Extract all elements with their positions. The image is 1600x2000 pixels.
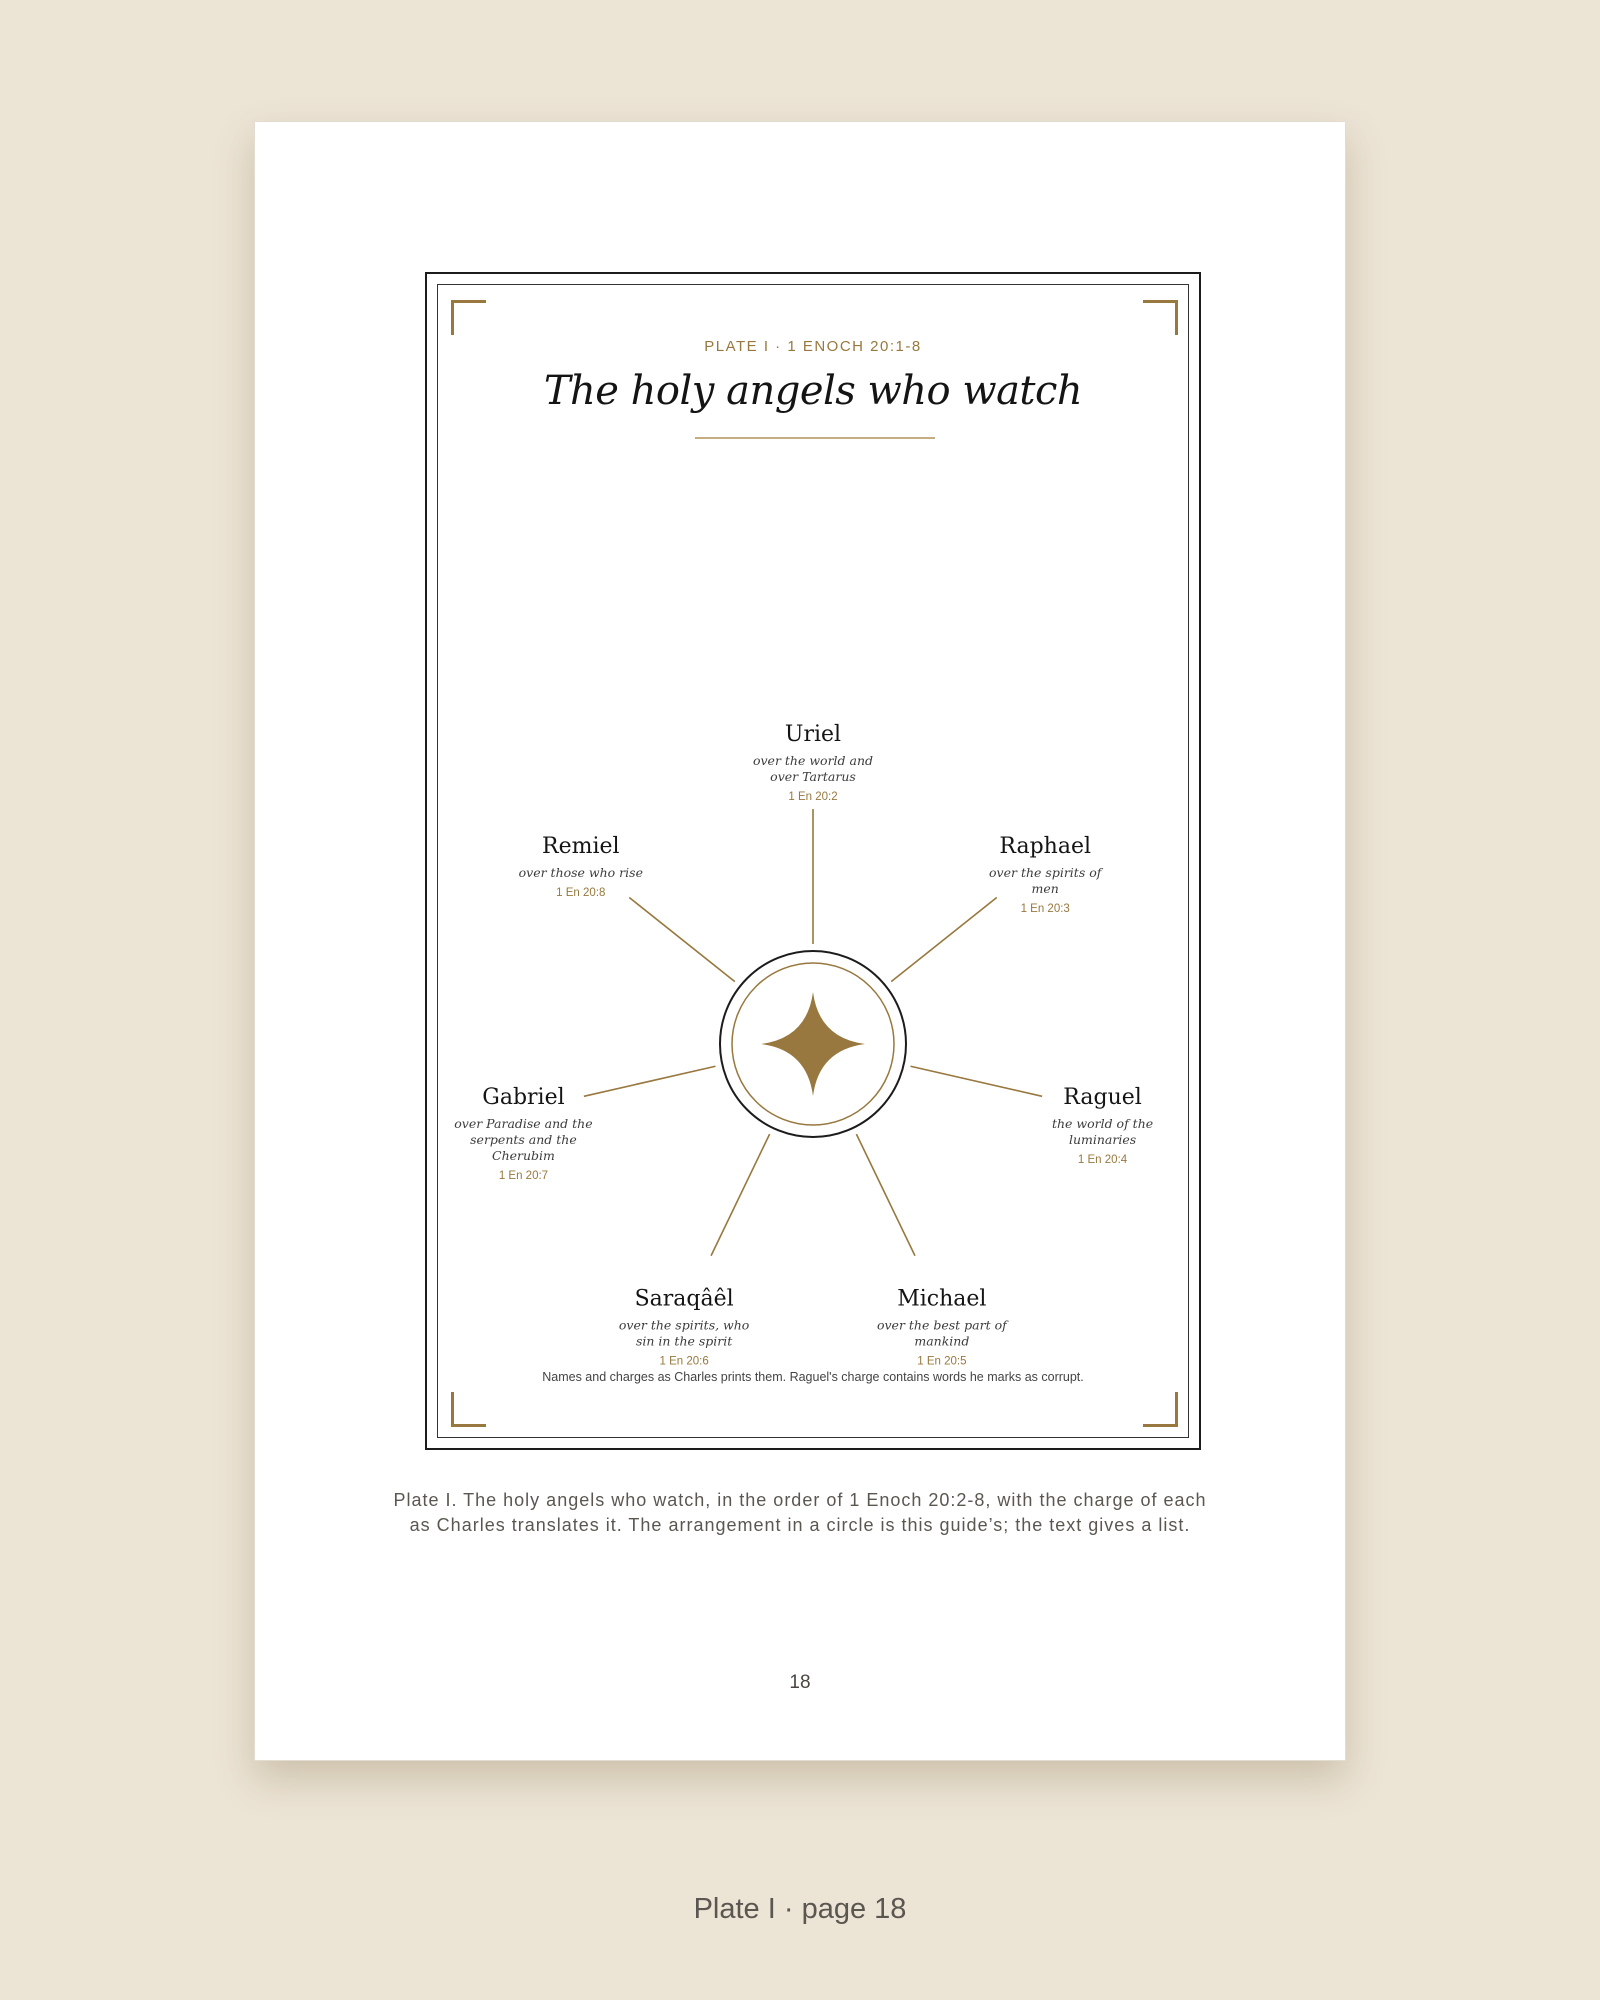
title-rule <box>695 437 935 439</box>
angel-charge: over those who rise <box>518 864 643 880</box>
angel-charge: Cherubim <box>492 1148 555 1164</box>
angel-reference: 1 En 20:4 <box>1077 1154 1128 1167</box>
angel-label-0 <box>753 722 873 803</box>
corner-ornament-bottom-left <box>451 1392 486 1427</box>
angel-label-1 <box>989 834 1104 915</box>
angel-charge: men <box>1031 880 1059 896</box>
angel-charge: mankind <box>914 1333 970 1349</box>
angel-name: Michael <box>897 1286 987 1312</box>
angel-charge: over the spirits of <box>989 864 1102 880</box>
corner-ornament-top-left <box>451 300 486 335</box>
viewer-page-label: Plate I · page 18 <box>693 1893 907 1925</box>
angel-reference: 1 En 20:2 <box>788 791 838 803</box>
angel-name: Gabriel <box>482 1085 565 1111</box>
angel-charge: the world of the <box>1051 1116 1154 1132</box>
angel-charge: luminaries <box>1068 1132 1137 1148</box>
angel-charge: over the best part of <box>876 1317 1007 1333</box>
angel-name: Saraqâêl <box>634 1286 734 1312</box>
angel-name: Uriel <box>784 722 842 747</box>
angel-spoke <box>584 1066 716 1096</box>
angel-reference: 1 En 20:3 <box>1020 902 1070 915</box>
plate-title: The holy angels who watch <box>543 368 1083 414</box>
angel-label-6 <box>519 834 643 899</box>
angel-charge: over Tartarus <box>770 769 856 784</box>
angel-reference: 1 En 20:6 <box>659 1355 709 1368</box>
angel-reference: 1 En 20:7 <box>498 1170 549 1183</box>
angel-label-2 <box>1052 1085 1153 1166</box>
angel-reference: 1 En 20:8 <box>556 886 606 899</box>
angel-reference: 1 En 20:5 <box>917 1355 967 1368</box>
corner-ornament-top-right <box>1143 300 1178 335</box>
angel-name: Raguel <box>1063 1085 1142 1111</box>
angel-spoke <box>891 897 997 981</box>
four-pointed-star-icon <box>761 992 865 1096</box>
angel-name: Raphael <box>999 833 1092 859</box>
plate-kicker: PLATE I · 1 ENOCH 20:1-8 <box>704 338 922 355</box>
angel-charge: serpents and the <box>470 1132 577 1148</box>
angel-name: Remiel <box>542 833 620 859</box>
document-page <box>254 121 1346 1761</box>
angel-spoke <box>910 1066 1042 1096</box>
angel-charge: over Paradise and the <box>454 1116 593 1132</box>
corner-ornament-bottom-right <box>1143 1392 1178 1427</box>
plate-caption: Plate I. The holy angels who watch, in the order of 1 Enoch 20:2-8, with the charge of each as Charles translates it. The arrangement in a circle is this guide’s; the text gives a list. <box>393 1490 1207 1535</box>
plate-note: Names and charges as Charles prints them. Raguel's charge contains words he marks as corrupt. <box>542 1370 1084 1384</box>
angels-diagram <box>437 452 1189 1368</box>
angel-charge: over the spirits, who <box>618 1317 750 1333</box>
angel-spoke <box>629 897 735 981</box>
page-number: 18 <box>789 1672 811 1693</box>
angel-spoke <box>856 1134 915 1256</box>
angel-charge: sin in the spirit <box>635 1333 733 1349</box>
angel-charge: over the world and <box>752 753 874 768</box>
angel-label-5 <box>454 1085 592 1182</box>
angel-spoke <box>711 1134 770 1256</box>
